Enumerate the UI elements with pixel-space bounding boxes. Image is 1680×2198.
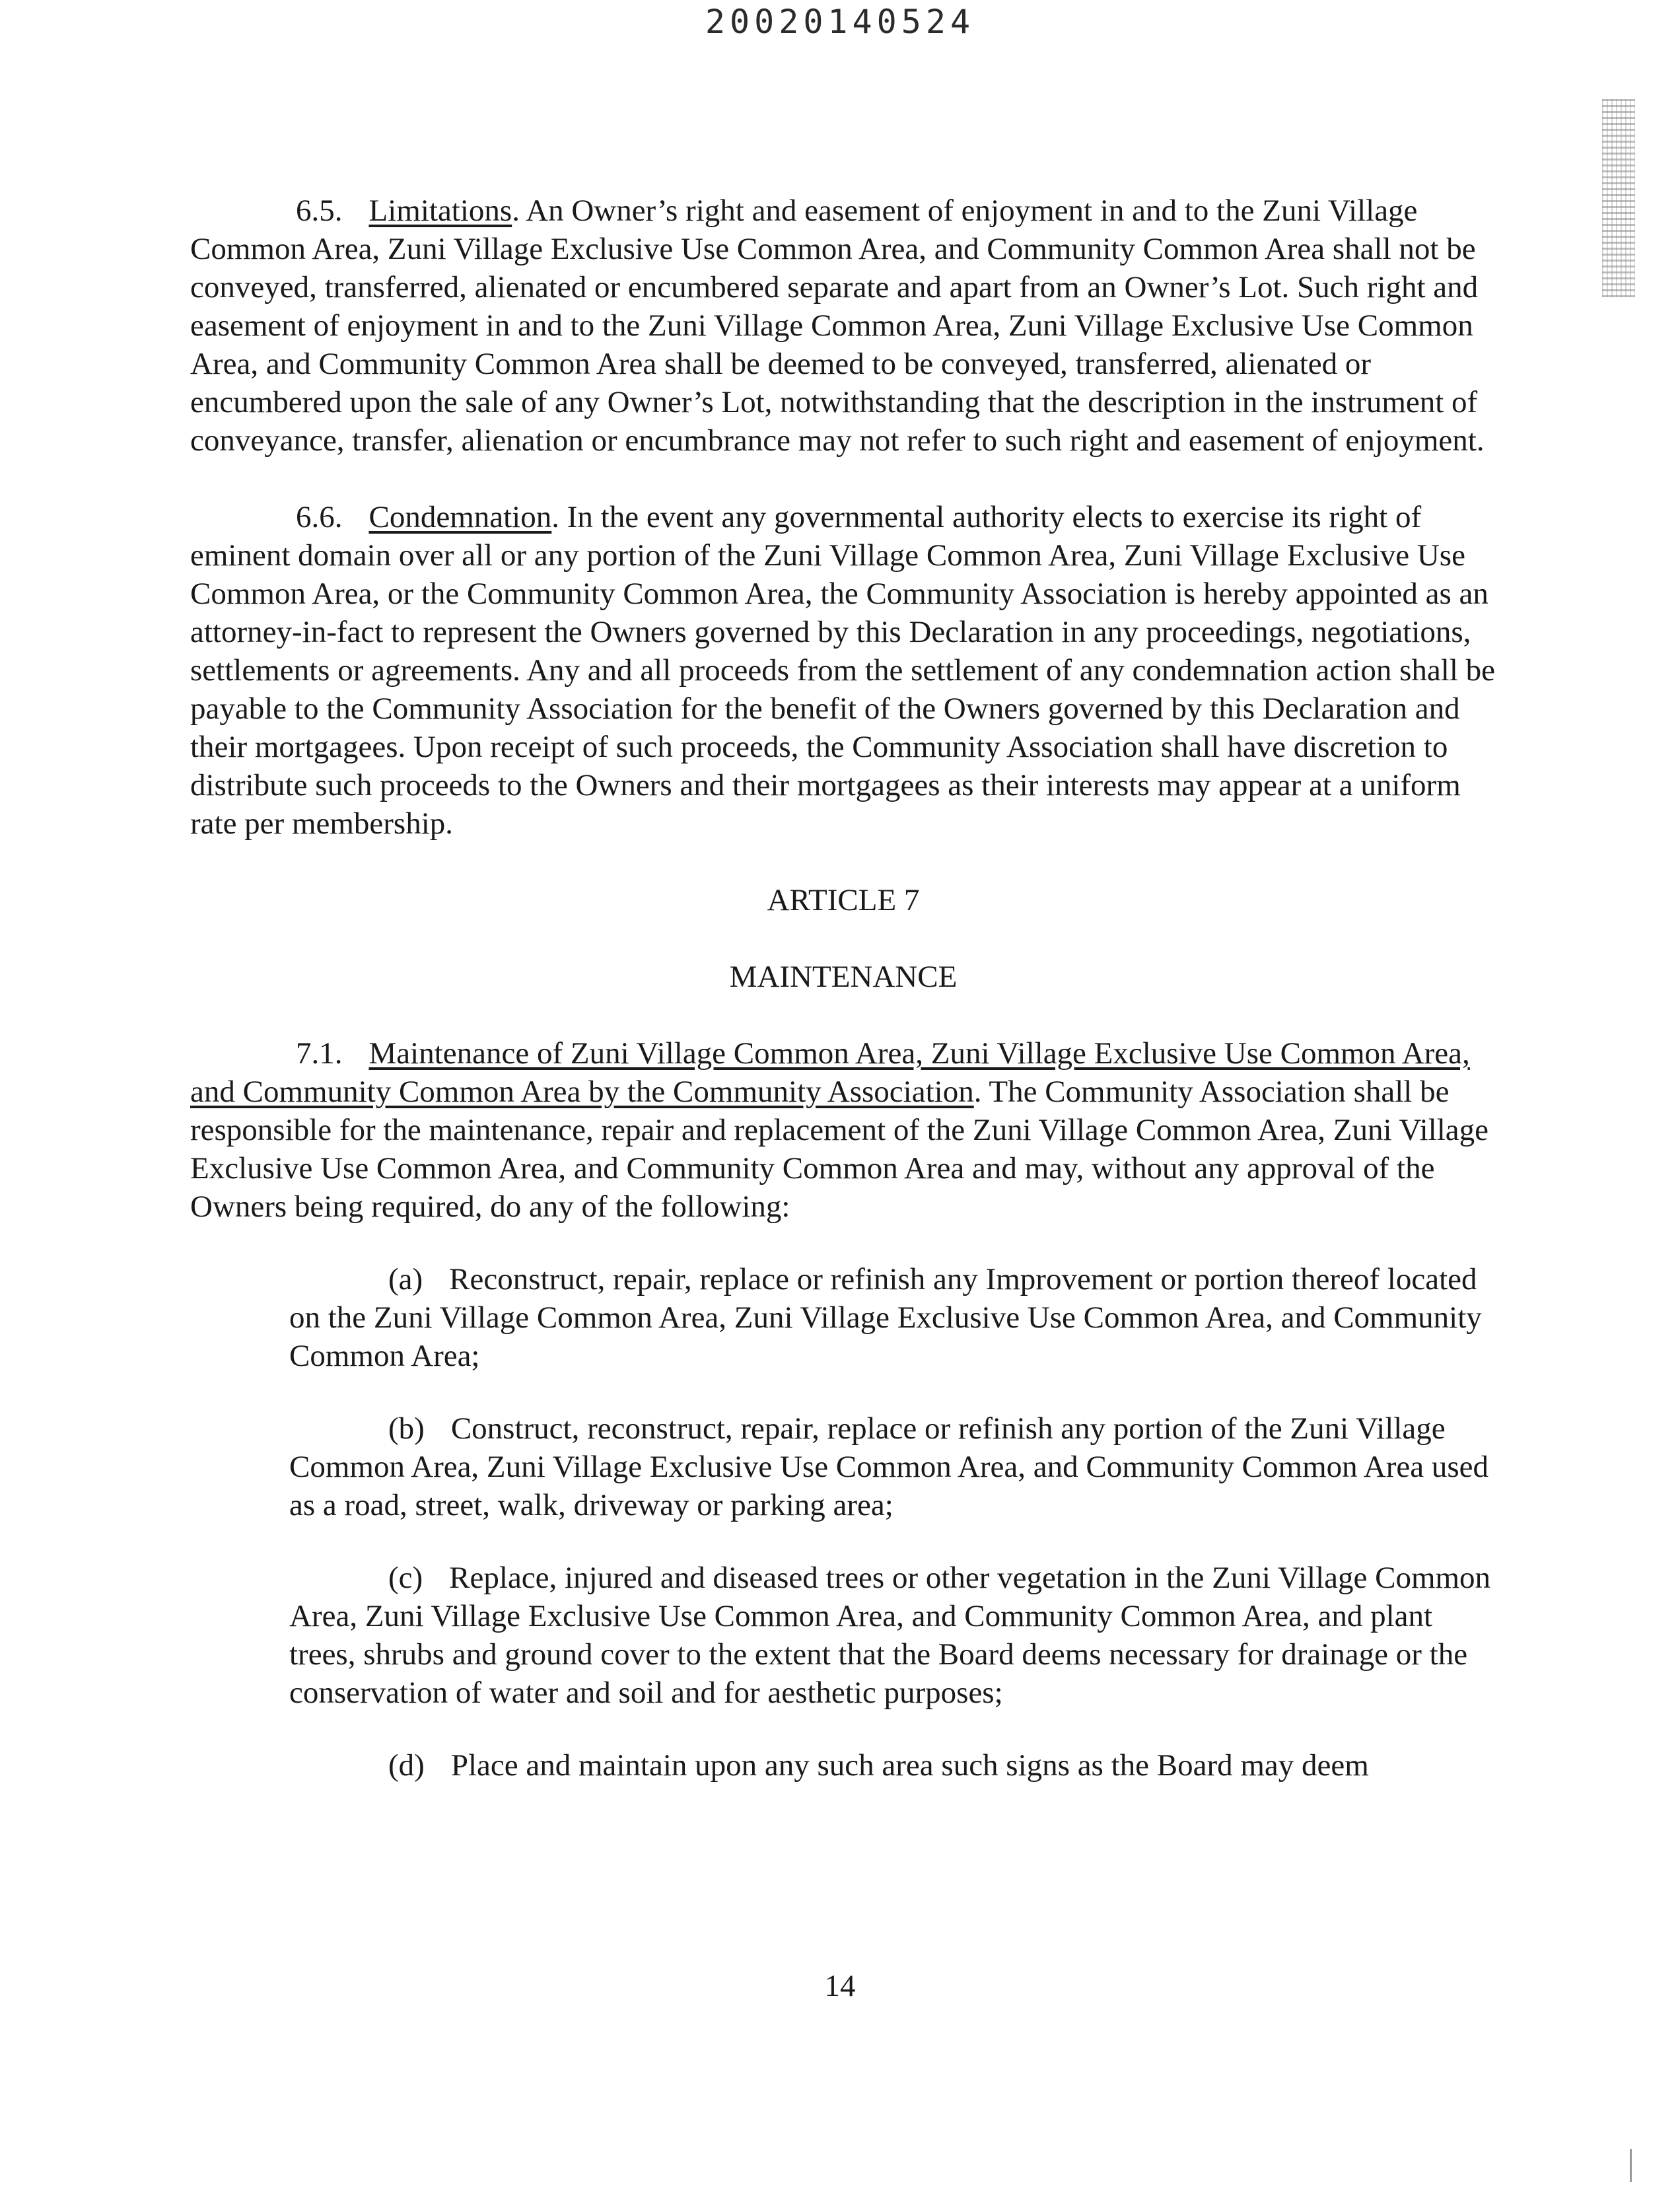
- section-number: 7.1.: [296, 1036, 343, 1071]
- article-heading: ARTICLE 7: [767, 883, 920, 917]
- spacer: [190, 919, 1496, 958]
- spacer: [190, 843, 1496, 881]
- spacer: [190, 460, 1496, 498]
- item-text: Place and maintain upon any such area such signs as the Board may deem: [450, 1748, 1369, 1783]
- section-text: . An Owner’s right and easement of enjoyment in and to the Zuni Village Common Area, Zuni Village Exclusive Use Common Area, and Community Common Area shall not be conveyed, transferred, alienated or encumbered separate and apart from an Owner’s Lot. Such right and easement of enjoyment in and to the Zuni Village Common Area, Zuni Village Exclusive Use Common Area, and Community Common Area shall be deemed to be conveyed, transferred, alienated or encumbered upon the sale of any Owner’s Lot, notwithstanding that the description in the instrument of conveyance, transfer, alienation or encumbrance may not refer to such right and easement of enjoyment.: [190, 194, 1485, 458]
- spacer: [190, 996, 1496, 1034]
- item-text: Reconstruct, repair, replace or refinish any Improvement or portion thereof located on the Zuni Village Common Area, Zuni Village Exclusive Use Common Area, and Community Common Area;: [289, 1262, 1482, 1373]
- list-item-d: [190, 1746, 1496, 1785]
- item-label: (d): [388, 1748, 425, 1783]
- section-number: 6.5.: [296, 194, 343, 228]
- item-label: (a): [388, 1262, 423, 1296]
- section-text: . In the event any governmental authority elects to exercise its right of eminent domain over all or any portion of the Zuni Village Common Area, Zuni Village Exclusive Use Common Area, or the Community Common Area, the Community Association is hereby appointed as an attorney-in-fact to represent the Owners governed by this Declaration in any proceedings, negotiations, settlements or agreements. Any and all proceeds from the settlement of any condemnation action shall be payable to the Community Association for the benefit of the Owners governed by this Declaration and their mortgagees. Upon receipt of such proceeds, the Community Association shall have discretion to distribute such proceeds to the Owners and their mortgagees as their interests may appear at a uniform rate per membership.: [190, 500, 1495, 841]
- list-item-b: [190, 1409, 1496, 1524]
- section-number: 6.6.: [296, 500, 343, 534]
- item-label: (b): [388, 1411, 425, 1446]
- section-title: Limitations: [368, 194, 512, 228]
- spacer: [190, 1226, 1496, 1260]
- page-number: 14: [824, 1969, 856, 2003]
- page-content: [190, 192, 1496, 1785]
- item-text: Replace, injured and diseased trees or other vegetation in the Zuni Village Common Area, Zuni Village Exclusive Use Common Area, and Community Common Area, and plant trees, shrubs and ground cover to the extent that the Board deems necessary for drainage or the conservation of water and soil and for aesthetic purposes;: [289, 1561, 1491, 1710]
- section-text: . The Community Association shall be responsible for the maintenance, repair and replacement of the Zuni Village Common Area, Zuni Village Exclusive Use Common Area, and Community Common Area and may, without any approval of the Owners being required, do any of the following:: [190, 1075, 1488, 1224]
- corner-scan-mark: [1630, 2149, 1637, 2182]
- section-6-5: [190, 192, 1496, 460]
- item-label: (c): [388, 1561, 423, 1595]
- item-text: Construct, reconstruct, repair, replace or refinish any portion of the Zuni Village Common Area, Zuni Village Exclusive Use Common Area, and Community Common Area used as a road, street, walk, driveway or parking area;: [289, 1411, 1489, 1522]
- margin-stamp-mark: [1602, 99, 1635, 297]
- spacer: [190, 1524, 1496, 1559]
- section-7-1: [190, 1034, 1496, 1226]
- document-number: 20020140524: [705, 3, 975, 41]
- section-title: Condemnation: [368, 500, 552, 534]
- section-6-6: [190, 498, 1496, 843]
- list-item-c: [190, 1559, 1496, 1712]
- list-item-a: [190, 1260, 1496, 1375]
- section-title: Maintenance of Zuni Village Common Area, Zuni Village Exclusive Use Common Area, and Community Common Area by the Community Association: [190, 1036, 1470, 1109]
- spacer: [190, 1375, 1496, 1409]
- article-subheading: MAINTENANCE: [729, 960, 958, 994]
- spacer: [190, 1712, 1496, 1746]
